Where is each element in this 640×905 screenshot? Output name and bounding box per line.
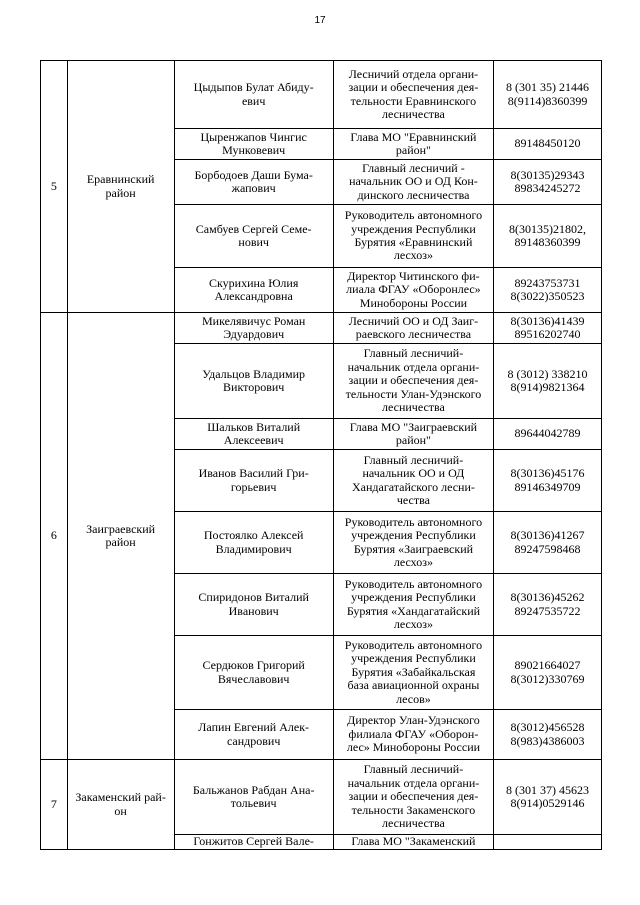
phone-cell: 8(30136)45262 89247535722 bbox=[494, 574, 602, 636]
phone-cell: 89243753731 8(3022)350523 bbox=[494, 268, 602, 313]
position-cell: Главный лесничий- начальник отдела органи- зации и обеспечения дея- тельности Закаменского лесничества bbox=[333, 760, 493, 835]
position-cell: Главный лесничий- начальник ОО и ОД Хандагатайского лесни- чества bbox=[333, 450, 493, 512]
table-row bbox=[41, 313, 602, 344]
position-cell: Руководитель автономного учреждения Республики Бурятия «Еравнинский лесхоз» bbox=[333, 205, 493, 268]
name-cell: Сердюков Григорий Вячеславович bbox=[174, 636, 333, 710]
position-cell: Главный лесничий - начальник ОО и ОД Кон- динского лесничества bbox=[333, 160, 493, 205]
name-cell: Гонжитов Сергей Вале- bbox=[174, 835, 333, 850]
name-cell: Бальжанов Рабдан Ана- тольевич bbox=[174, 760, 333, 835]
table-row bbox=[41, 760, 602, 835]
phone-cell: 8(30136)41267 89247598468 bbox=[494, 512, 602, 574]
phone-cell: 89021664027 8(3012)330769 bbox=[494, 636, 602, 710]
position-cell: Глава МО "Еравнинский район" bbox=[333, 129, 493, 160]
group-number-cell: 7 bbox=[41, 760, 68, 850]
name-cell: Шальков Виталий Алексеевич bbox=[174, 419, 333, 450]
name-cell: Цыдыпов Булат Абиду- евич bbox=[174, 61, 333, 129]
name-cell: Удальцов Владимир Викторович bbox=[174, 344, 333, 419]
phone-cell: 8 (3012) 338210 8(914)9821364 bbox=[494, 344, 602, 419]
page-number: 17 bbox=[314, 15, 326, 26]
position-cell: Лесничий ОО и ОД Заиг- раевского лесничества bbox=[333, 313, 493, 344]
phone-cell: 8(30135)29343 89834245272 bbox=[494, 160, 602, 205]
position-cell: Руководитель автономного учреждения Республики Бурятия «Забайкальская база авиационной охраны лесов» bbox=[333, 636, 493, 710]
phone-cell: 89148450120 bbox=[494, 129, 602, 160]
name-cell: Цыренжапов Чингис Мунковевич bbox=[174, 129, 333, 160]
position-cell: Директор Улан-Удэнского филиала ФГАУ «Оборон- лес» Минобороны России bbox=[333, 710, 493, 760]
phone-cell: 8(3012)456528 8(983)4386003 bbox=[494, 710, 602, 760]
group-number-cell: 5 bbox=[41, 61, 68, 313]
name-cell: Самбуев Сергей Семе- нович bbox=[174, 205, 333, 268]
name-cell: Спиридонов Виталий Иванович bbox=[174, 574, 333, 636]
contacts-table bbox=[40, 60, 602, 850]
position-cell: Глава МО "Заиграевский район" bbox=[333, 419, 493, 450]
position-cell: Лесничий отдела органи- зации и обеспечения дея- тельности Еравнинского лесничества bbox=[333, 61, 493, 129]
table-row bbox=[41, 61, 602, 129]
name-cell: Скурихина Юлия Александровна bbox=[174, 268, 333, 313]
name-cell: Иванов Василий Гри- горьевич bbox=[174, 450, 333, 512]
phone-cell: 89644042789 bbox=[494, 419, 602, 450]
position-cell: Директор Читинского фи- лиала ФГАУ «Оборонлес» Минобороны России bbox=[333, 268, 493, 313]
phone-cell: 8 (301 35) 21446 8(9114)8360399 bbox=[494, 61, 602, 129]
phone-cell: 8(30136)45176 89146349709 bbox=[494, 450, 602, 512]
phone-cell: 8(30135)21802, 89148360399 bbox=[494, 205, 602, 268]
region-cell: Еравнинский район bbox=[67, 61, 174, 313]
phone-cell bbox=[494, 835, 602, 850]
name-cell: Борбодоев Даши Бума- жапович bbox=[174, 160, 333, 205]
position-cell: Руководитель автономного учреждения Республики Бурятия «Заиграевский лесхоз» bbox=[333, 512, 493, 574]
region-cell: Заиграевский район bbox=[67, 313, 174, 760]
group-number-cell: 6 bbox=[41, 313, 68, 760]
name-cell: Лапин Евгений Алек- сандрович bbox=[174, 710, 333, 760]
name-cell: Постоялко Алексей Владимирович bbox=[174, 512, 333, 574]
phone-cell: 8(30136)41439 89516202740 bbox=[494, 313, 602, 344]
name-cell: Микелявичус Роман Эдуардович bbox=[174, 313, 333, 344]
position-cell: Руководитель автономного учреждения Республики Бурятия «Хандагатайский лесхоз» bbox=[333, 574, 493, 636]
position-cell: Глава МО "Закаменский bbox=[333, 835, 493, 850]
position-cell: Главный лесничий- начальник отдела органи- зации и обеспечения дея- тельности Улан-Удэнского лесничества bbox=[333, 344, 493, 419]
region-cell: Закаменский рай- он bbox=[67, 760, 174, 850]
phone-cell: 8 (301 37) 45623 8(914)0529146 bbox=[494, 760, 602, 835]
